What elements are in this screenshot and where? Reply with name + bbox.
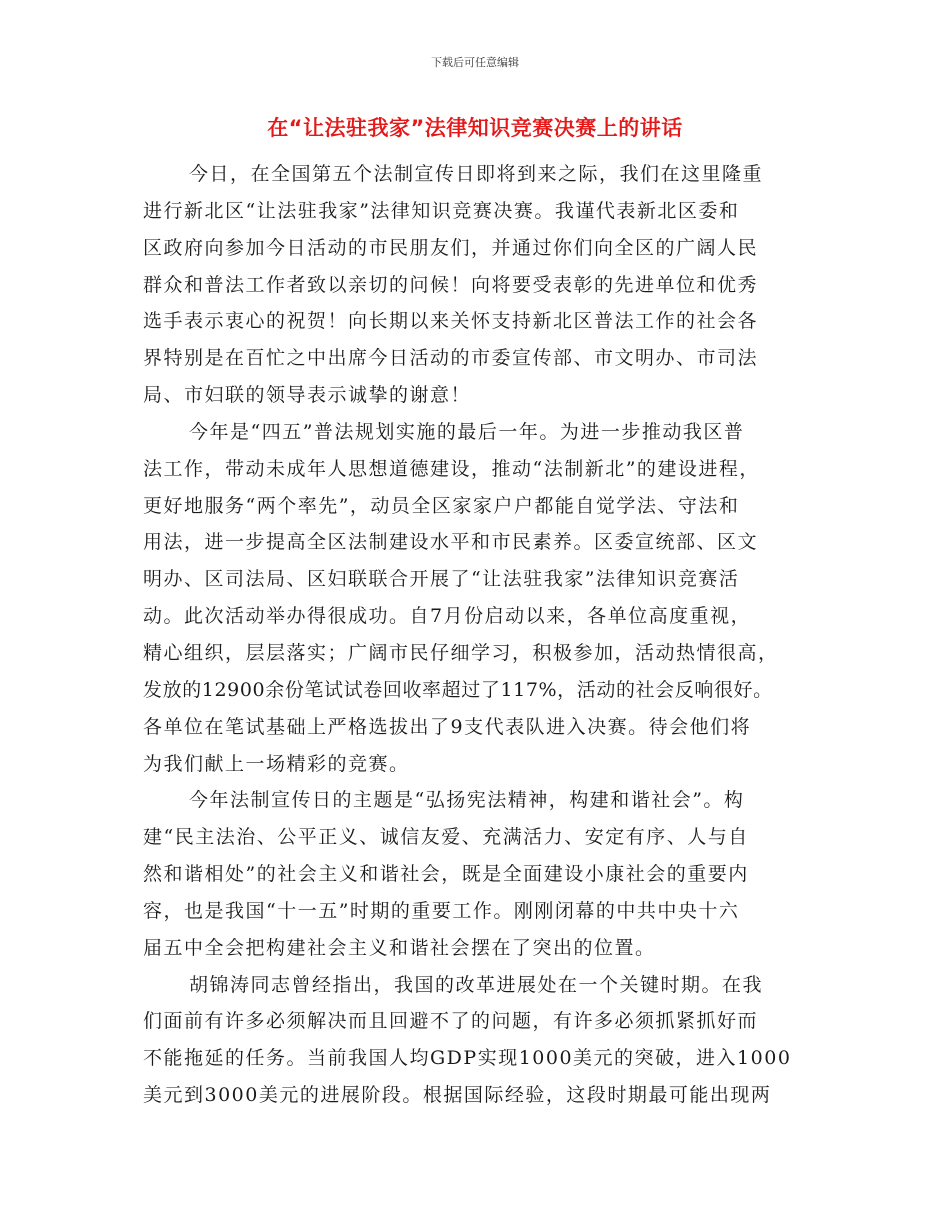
paragraph-2-line-6: 动。此次活动举办得很成功。自7月份启动以来，各单位高度重视，	[143, 605, 752, 628]
paragraph-3-line-5: 届五中全会把构建社会主义和谐社会摆在了突出的位置。	[143, 936, 656, 959]
paragraph-2-line-4: 用法，进一步提高全区法制建设水平和市民素养。区委宣统部、区文	[143, 531, 759, 554]
paragraph-1-line-1: 今日，在全国第五个法制宣传日即将到来之际，我们在这里隆重	[189, 163, 764, 185]
paragraph-3-line-3: 然和谐相处”的社会主义和谐社会，既是全面建设小康社会的重要内	[143, 863, 749, 886]
paragraph-1-line-5: 选手表示衷心的祝贺！向长期以来关怀支持新北区普法工作的社会各	[143, 310, 759, 333]
paragraph-2-line-7: 精心组织，层层落实；广阔市民仔细学习，积极参加，活动热情很高，	[143, 641, 779, 664]
paragraph-1-line-6: 界特别是在百忙之中出席今日活动的市委宣传部、市文明办、市司法	[143, 347, 759, 370]
paragraph-1-line-7: 局、市妇联的领导表示诚挚的谢意！	[143, 384, 472, 407]
paragraph-1-line-4: 群众和普法工作者致以亲切的问候！向将要受表彰的先进单位和优秀	[143, 273, 759, 296]
paragraph-2-line-1: 今年是“四五”普法规划实施的最后一年。为进一步推动我区普	[189, 420, 745, 443]
paragraph-1-line-2: 进行新北区“让法驻我家”法律知识竞赛决赛。我谨代表新北区委和	[143, 199, 740, 222]
page-header-note: 下载后可任意编辑	[431, 56, 519, 69]
paragraph-3-line-1: 今年法制宣传日的主题是“弘扬宪法精神，构建和谐社会”。构	[189, 789, 745, 812]
paragraph-3-line-2: 建“民主法治、公平正义、诚信友爱、充满活力、安定有序、人与自	[143, 826, 749, 849]
paragraph-4-line-2: 们面前有许多必须解决而且回避不了的问题，有许多必须抓紧抓好而	[143, 1010, 759, 1033]
paragraph-2-line-2: 法工作，带动未成年人思想道德建设，推动“法制新北”的建设进程，	[143, 457, 760, 480]
paragraph-2-line-10: 为我们献上一场精彩的竞赛。	[143, 752, 410, 775]
paragraph-4-line-3: 不能拖延的任务。当前我国人均GDP实现1000美元的突破，进入1000	[143, 1047, 792, 1070]
paragraph-2-line-9: 各单位在笔试基础上严格选拔出了9支代表队进入决赛。待会他们将	[143, 715, 752, 738]
paragraph-2-line-5: 明办、区司法局、区妇联联合开展了“让法驻我家”法律知识竞赛活	[143, 568, 740, 591]
paragraph-2-line-8: 发放的12900余份笔试试卷回收率超过了117%，活动的社会反响很好。	[143, 678, 773, 701]
paragraph-4-line-4: 美元到3000美元的进展阶段。根据国际经验，这段时期最可能出现两	[143, 1084, 772, 1107]
document-title: 在“让法驻我家”法律知识竞赛决赛上的讲话	[267, 116, 683, 140]
document-body	[143, 156, 833, 1114]
paragraph-4-line-1: 胡锦涛同志曾经指出，我国的改革进展处在一个关键时期。在我	[189, 973, 764, 996]
paragraph-3-line-4: 容，也是我国“十一五”时期的重要工作。刚刚闭幕的中共中央十六	[143, 899, 740, 922]
paragraph-2-line-3: 更好地服务“两个率先”，动员全区家家户户都能自觉学法、守法和	[143, 494, 740, 517]
paragraph-1-line-3: 区政府向参加今日活动的市民朋友们，并通过你们向全区的广阔人民	[143, 236, 759, 259]
